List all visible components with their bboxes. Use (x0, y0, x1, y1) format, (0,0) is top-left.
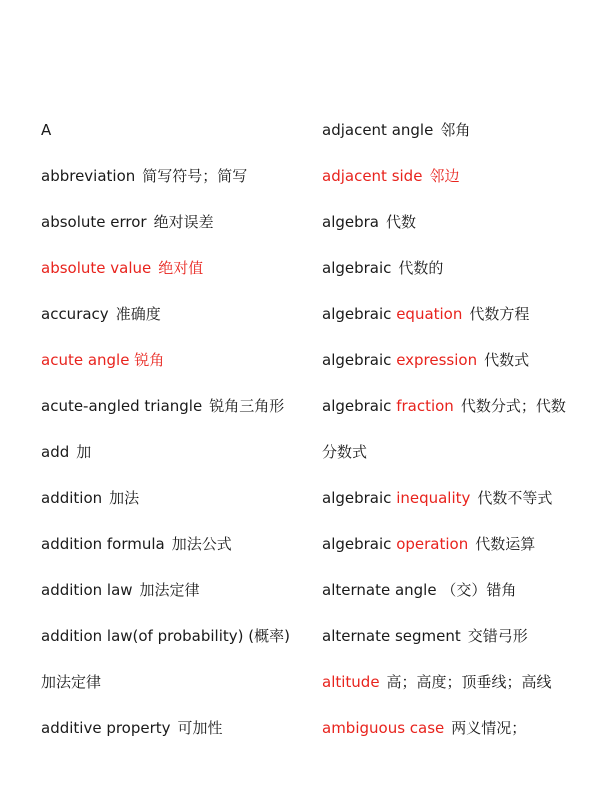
entry-translation: 简写符号；简写 (142, 167, 248, 185)
glossary-entry (41, 531, 311, 577)
entry-term: algebraic (322, 397, 397, 415)
entry-term: additive property (41, 719, 171, 737)
entry-translation: 交错弓形 (467, 627, 528, 645)
glossary-entry (322, 715, 602, 761)
entry-translation: expression (396, 351, 478, 369)
entry-term: adjacent side (322, 167, 423, 185)
entry-translation: 加法 (109, 489, 140, 507)
entry-term: algebraic (322, 305, 397, 323)
entry-term: addition formula (41, 535, 165, 553)
entry-term: accuracy (41, 305, 109, 323)
entry-term: algebraic (322, 535, 397, 553)
entry-term: alternate angle (322, 581, 437, 599)
entry-translation: 加法公式 (171, 535, 232, 553)
entry-translation: 代数不等式 (477, 489, 553, 507)
entry-translation: 代数运算 (475, 535, 536, 553)
entry-term: algebraic (322, 259, 392, 277)
entry-translation: fraction (396, 397, 454, 415)
glossary-entry (41, 669, 311, 715)
right-column (322, 117, 602, 761)
glossary-entry (322, 439, 602, 485)
entry-translation: 高；高度；顶垂线；高线 (386, 673, 552, 691)
entry-term: absolute error (41, 213, 147, 231)
entry-term: add (41, 443, 70, 461)
entry-term: A (41, 121, 52, 139)
glossary-entry (41, 577, 311, 623)
entry-term: altitude (322, 673, 380, 691)
glossary-entry (41, 715, 311, 761)
entry-term: ambiguous case (322, 719, 445, 737)
glossary-entry (41, 485, 311, 531)
entry-translation: 加 (76, 443, 92, 461)
entry-translation: （交）错角 (436, 581, 517, 599)
glossary-entry (322, 117, 602, 163)
glossary-entry (322, 209, 602, 255)
entry-term: acute angle (41, 351, 130, 369)
entry-translation: 代数方程 (469, 305, 530, 323)
entry-translation: 代数分式；代数 (460, 397, 566, 415)
entry-translation: 锐角 (129, 351, 165, 369)
glossary-entry (322, 669, 602, 715)
entry-term: 分数式 (322, 443, 368, 461)
glossary-entry (322, 485, 602, 531)
glossary-entry (41, 623, 311, 669)
entry-term: algebraic (322, 351, 397, 369)
entry-translation: 准确度 (115, 305, 161, 323)
entry-translation: 代数的 (398, 259, 444, 277)
glossary-entry (322, 163, 602, 209)
glossary-entry (322, 393, 602, 439)
entry-translation: 加法定律 (139, 581, 200, 599)
entry-translation: 锐角三角形 (209, 397, 285, 415)
glossary-entry (322, 623, 602, 669)
entry-translation: 邻边 (429, 167, 460, 185)
glossary-entry (41, 163, 311, 209)
glossary-entry (41, 301, 311, 347)
entry-translation: operation (396, 535, 469, 553)
left-column (41, 117, 311, 761)
glossary-entry (41, 117, 311, 163)
entry-term: addition (41, 489, 103, 507)
glossary-entry (41, 439, 311, 485)
entry-translation: 可加性 (177, 719, 223, 737)
glossary-entry (322, 577, 602, 623)
glossary-entry (41, 393, 311, 439)
entry-translation: 邻角 (440, 121, 471, 139)
entry-translation: inequality (396, 489, 471, 507)
entry-translation: equation (396, 305, 463, 323)
glossary-entry (41, 347, 311, 393)
entry-term: alternate segment (322, 627, 461, 645)
glossary-entry (322, 347, 602, 393)
entry-term: addition law(of probability) (概率) (41, 627, 290, 645)
entry-translation: 代数式 (484, 351, 530, 369)
entry-translation: 两义情况； (451, 719, 527, 737)
entry-term: absolute value (41, 259, 152, 277)
entry-term: adjacent angle (322, 121, 434, 139)
entry-term: 加法定律 (41, 673, 102, 691)
glossary-entry (41, 255, 311, 301)
entry-term: acute-angled triangle (41, 397, 203, 415)
entry-term: addition law (41, 581, 133, 599)
glossary-entry (322, 301, 602, 347)
entry-term: algebra (322, 213, 379, 231)
glossary-entry (322, 531, 602, 577)
glossary-entry (322, 255, 602, 301)
entry-translation: 绝对值 (158, 259, 204, 277)
glossary-entry (41, 209, 311, 255)
entry-translation: 代数 (386, 213, 417, 231)
entry-term: abbreviation (41, 167, 136, 185)
entry-term: algebraic (322, 489, 397, 507)
entry-translation: 绝对误差 (153, 213, 214, 231)
